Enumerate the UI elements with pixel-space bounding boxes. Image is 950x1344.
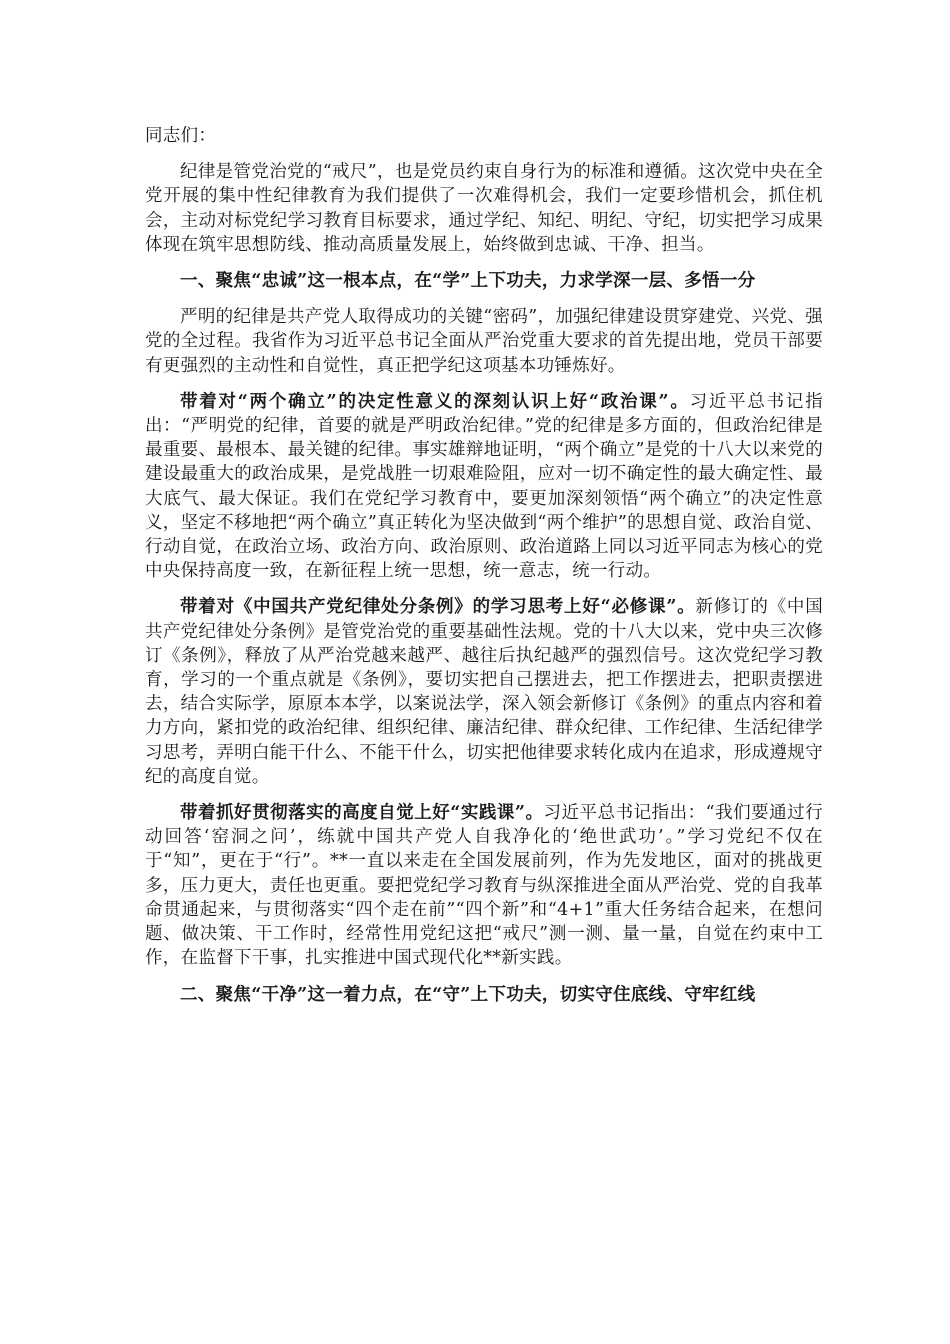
item-3-bold-lead: 带着抓好贯彻落实的高度自觉上好“实践课”。 — [180, 803, 544, 824]
section-2-heading: 二、聚焦“干净”这一着力点，在“守”上下功夫，切实守住底线、守牢红线 — [180, 984, 756, 1005]
item-2-bold-lead: 带着对《中国共产党纪律处分条例》的学习思考上好“必修课”。 — [180, 597, 696, 618]
section-1-heading: 一、聚焦“忠诚”这一根本点，在“学”上下功夫，力求学深一层、多悟一分 — [180, 271, 756, 292]
section-1-item-1-paragraph — [145, 390, 823, 584]
item-3-body: 习近平总书记指出：“我们要通过行动回答‘窑洞之问’，练就中国共产党人自我净化的‘绝世武功’。”学习党纪不仅在于“知”，更在于“行”。**一直以来走在全国发展前列，作为先发地区，面对的挑战更多，压力更大，责任也更重。要把党纪学习教育与纵深推进全面从严治党、党的自我革命贯通起来，与贯彻落实“四个走在前”“四个新”和“4+1”重大任务结合起来，在想问题、做决策、干工作时，经常性用党纪这把“戒尺”测一测、量一量，自觉在约束中工作，在监督下干事，扎实推进中国式现代化**新实践。 — [145, 803, 824, 969]
item-1-body: 习近平总书记指出：“严明党的纪律，首要的就是严明政治纪律。”党的纪律是多方面的，但政治纪律是最重要、最根本、最关键的纪律。事实雄辩地证明，“两个确立”是党的十八大以来党的建设最重大的政治成果，是党战胜一切艰难险阻，应对一切不确定性的最大确定性、最大底气、最大保证。我们在党纪学习教育中，要更加深刻领悟“两个确立”的决定性意义，坚定不移地把“两个确立”真正转化为坚决做到“两个维护”的思想自觉、政治自觉、行动自觉，在政治立场、政治方向、政治原则、政治道路上同以习近平同志为核心的党中央保持高度一致，在新征程上统一思想，统一意志，统一行动。 — [145, 391, 823, 582]
document-page — [145, 124, 823, 1007]
item-2-body: 新修订的《中国共产党纪律处分条例》是管党治党的重要基础性法规。党的十八大以来，党中央三次修订《条例》，释放了从严治党越来越严、越往后执纪越严的强烈信号。这次党纪学习教育，学习的一个重点就是《条例》，要切实把自己摆进去，把工作摆进去，把职责摆进去，结合实际学，原原本本学，以案说法学，深入领会新修订《条例》的重点内容和着力方向，紧扣党的政治纪律、组织纪律、廉洁纪律、群众纪律、工作纪律、生活纪律学习思考，弄明白能干什么、不能干什么，切实把他律要求转化成内在追求，形成遵规守纪的高度自觉。 — [145, 597, 823, 787]
section-1-item-3-paragraph — [145, 801, 823, 970]
section-1-item-2-paragraph — [145, 595, 823, 789]
item-1-bold-lead: 带着对“两个确立”的决定性意义的深刻认识上好“政治课”。 — [180, 391, 690, 412]
greeting: 同志们： — [145, 126, 217, 146]
section-1-lead-paragraph: 严明的纪律是共产党人取得成功的关键“密码”，加强纪律建设贯穿建党、兴党、强党的全过程。我省作为习近平总书记全面从严治党重大要求的首先提出地，党员干部要有更强烈的主动性和自觉性，真正把学纪这项基本功锤炼好。 — [145, 307, 823, 376]
intro-paragraph: 纪律是管党治党的“戒尺”，也是党员约束自身行为的标准和遵循。这次党中央在全党开展的集中性纪律教育为我们提供了一次难得机会，我们一定要珍惜机会，抓住机会，主动对标党纪学习教育目标要求，通过学纪、知纪、明纪、守纪，切实把学习成果体现在筑牢思想防线、推动高质量发展上，始终做到忠诚、干净、担当。 — [145, 162, 823, 255]
